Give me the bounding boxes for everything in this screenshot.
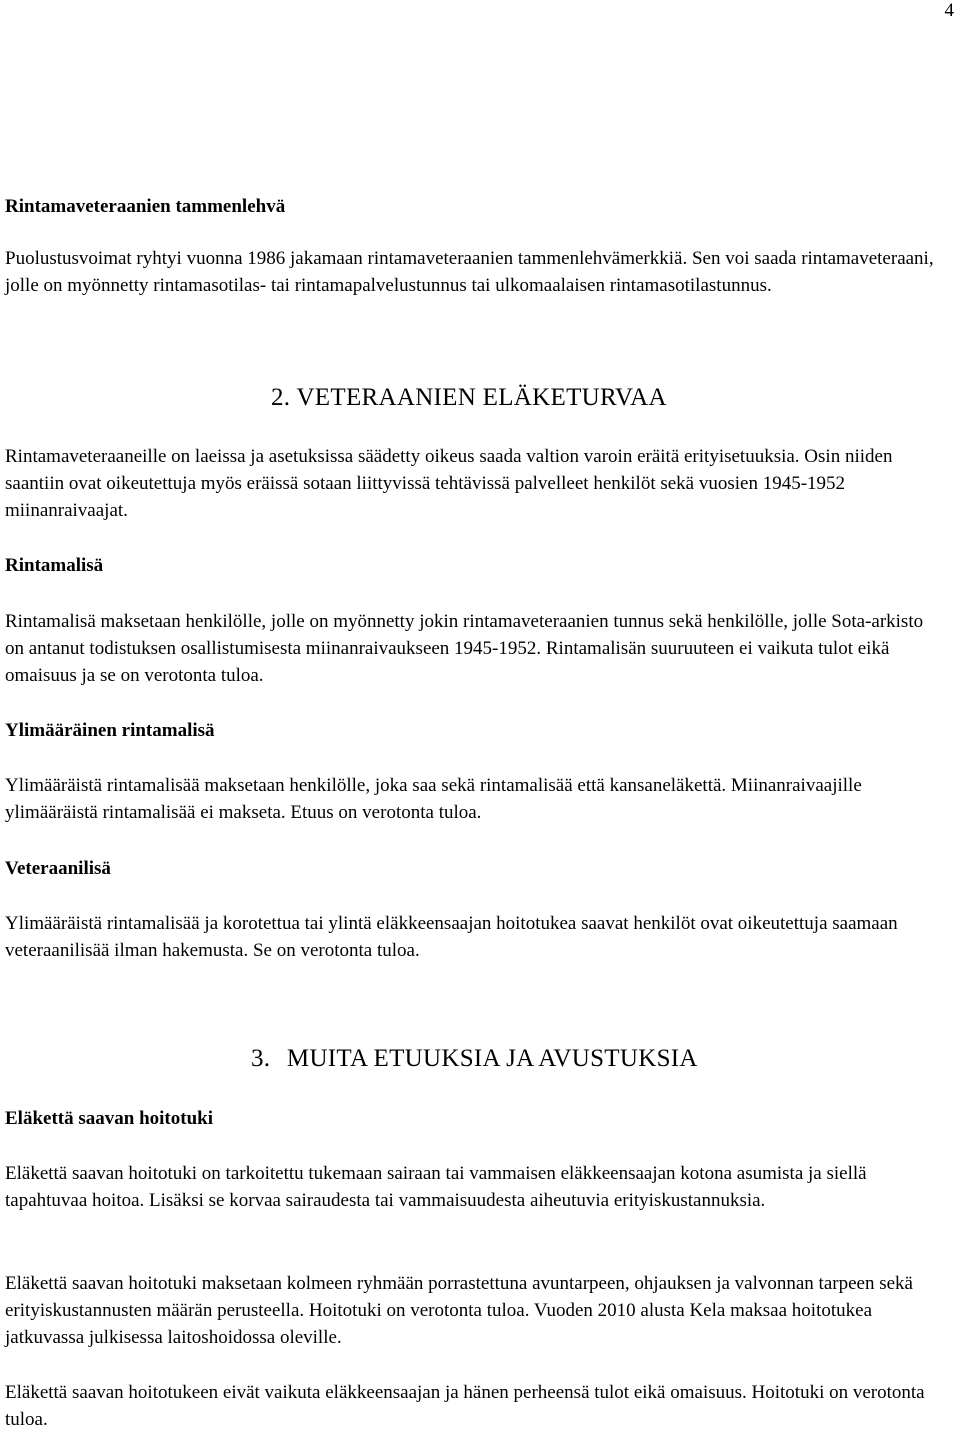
paragraph-rintamalisa: Rintamalisä maksetaan henkilölle, jolle on myönnetty jokin rintamaveteraanien tunnus sekä henkilölle, jolle Sota-arkisto on antanut todistuksen osallistumisesta miinanraivaukseen 1945-1952. Rintamalisän suuruuteen ei vaikuta tulot eikä omaisuus ja se on verotonta tuloa.: [5, 611, 924, 686]
heading-ylimaarainen-rintamalisa: Ylimääräinen rintamalisä: [5, 720, 215, 741]
heading-veteraanilisa: Veteraanilisä: [5, 858, 111, 879]
section-3-title: MUITA ETUUKSIA JA AVUSTUKSIA: [286, 1045, 698, 1072]
section-2-title: 2. VETERAANIEN ELÄKETURVAA: [271, 384, 667, 411]
paragraph-veteraanilisa: Ylimääräistä rintamalisää ja korotettua tai ylintä eläkkeensaajan hoitotukea saavat henkilöt ovat oikeutettuja saamaan veteraanilisää ilman hakemusta. Se on verotonta tuloa.: [5, 913, 898, 961]
paragraph-hoitotuki-3: Eläkettä saavan hoitotukeen eivät vaikuta eläkkeensaajan ja hänen perheensä tulot eikä omaisuus. Hoitotuki on verotonta tuloa.: [5, 1382, 925, 1430]
heading-hoitotuki: Eläkettä saavan hoitotuki: [5, 1108, 213, 1129]
page-number: 4: [944, 0, 954, 21]
heading-rintamalisa: Rintamalisä: [5, 555, 104, 576]
paragraph-hoitotuki-2: Eläkettä saavan hoitotuki maksetaan kolmeen ryhmään porrastettuna avuntarpeen, ohjauksen ja valvonnan tarpeen sekä erityiskustannusten määrän perusteella. Hoitotuki on verotonta tuloa. Vuoden 2010 alusta Kela maksaa hoitotukea jatkuvassa julkisessa laitoshoidossa oleville.: [5, 1273, 913, 1348]
heading-tammenlehva: Rintamaveteraanien tammenlehvä: [5, 196, 286, 217]
section-3-heading: [251, 1045, 698, 1073]
paragraph-tammenlehva: Puolustusvoimat ryhtyi vuonna 1986 jakamaan rintamaveteraanien tammenlehvämerkkiä. Sen voi saada rintamaveteraani, jolle on myönnetty rintamasotilas- tai rintamapalvelustunnus tai ulkomaalaisen rintamasotilastunnus.: [5, 248, 934, 296]
paragraph-section2-intro: Rintamaveteraaneille on laeissa ja asetuksissa säädetty oikeus saada valtion varoin eräitä erityisetuuksia. Osin niiden saantiin ovat oikeutettuja myös eräissä sotaan liittyvissä tehtävissä palvelleet henkilöt sekä vuosien 1945-1952 miinanraivaajat.: [5, 446, 893, 521]
paragraph-hoitotuki-1: Eläkettä saavan hoitotuki on tarkoitettu tukemaan sairaan tai vammaisen eläkkeensaajan kotona asumista ja siellä tapahtuvaa hoitoa. Lisäksi se korvaa sairaudesta tai vammaisuudesta aiheutuvia erityiskustannuksia.: [5, 1163, 867, 1211]
paragraph-ylimaarainen-rintamalisa: Ylimääräistä rintamalisää maksetaan henkilölle, joka saa sekä rintamalisää että kansaneläkettä. Miinanraivaajille ylimääräistä rintamalisää ei makseta. Etuus on verotonta tuloa.: [5, 775, 862, 823]
section-3-number: 3.: [251, 1045, 271, 1072]
